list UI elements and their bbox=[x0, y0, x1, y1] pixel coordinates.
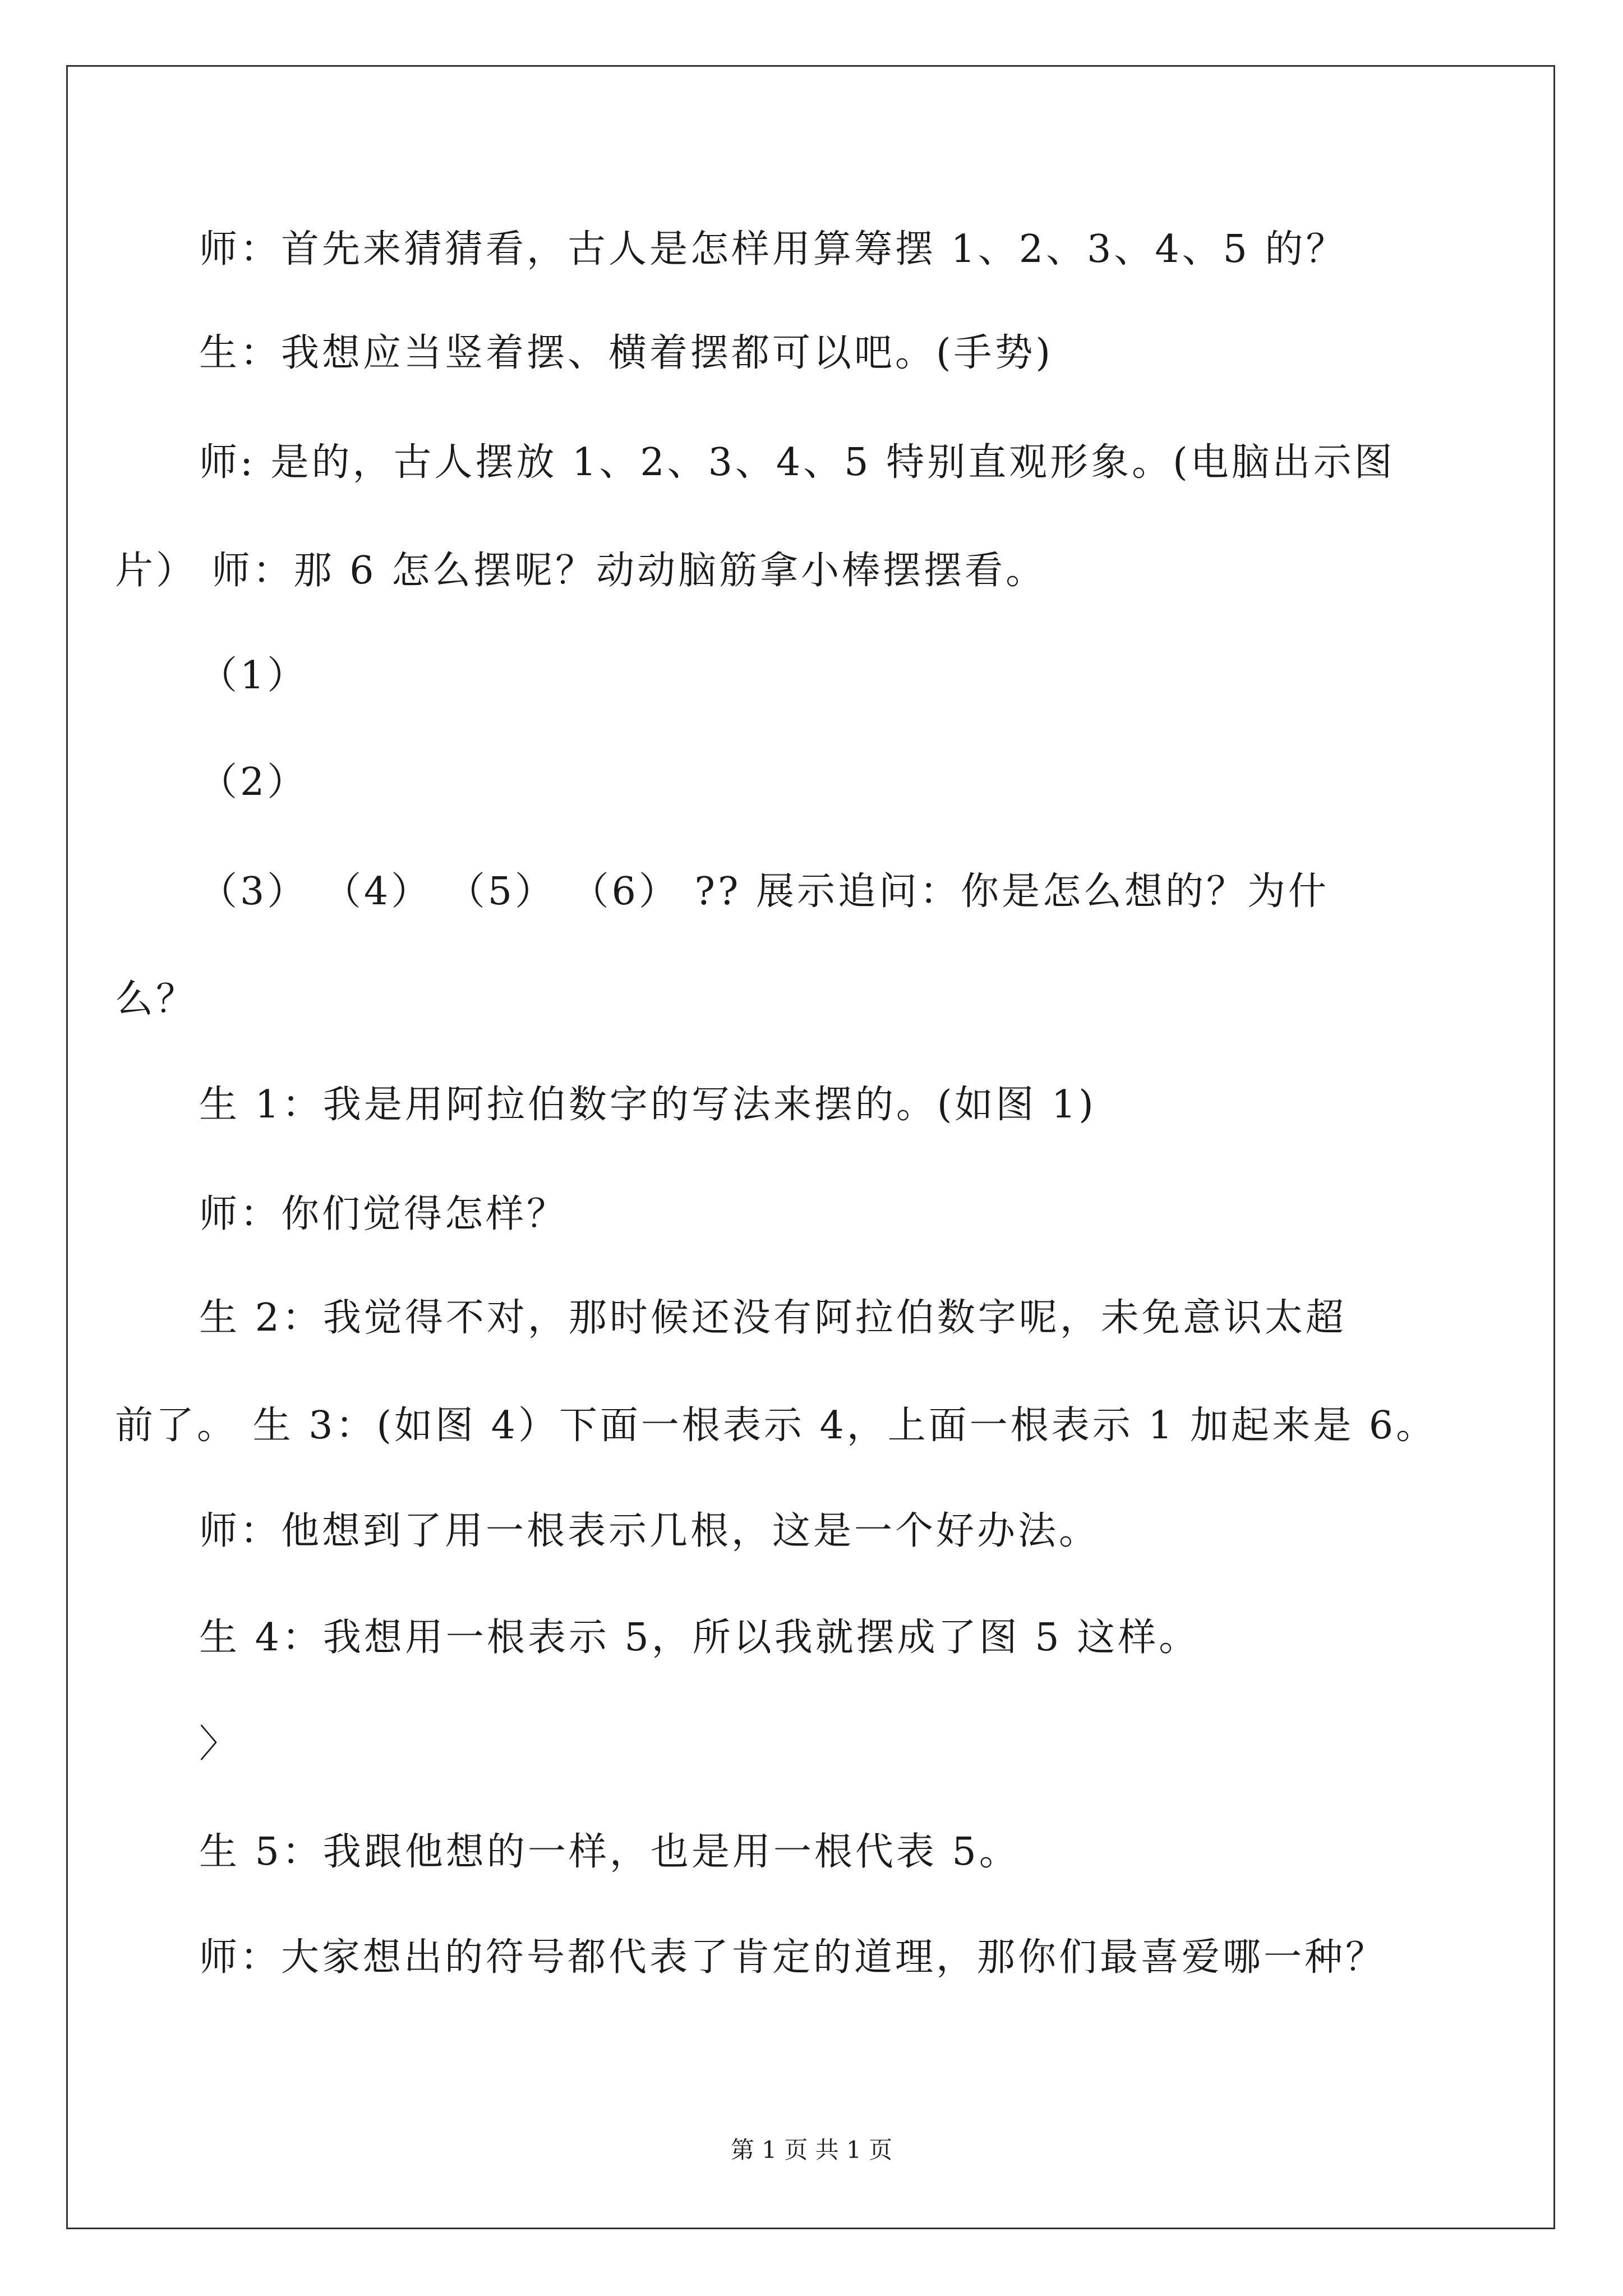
paragraph-line: 生 1：我是用阿拉伯数字的写法来摆的。(如图 1) bbox=[199, 1083, 1096, 1127]
page-border bbox=[66, 65, 1555, 2229]
paragraph-line: 师：首先来猜猜看，古人是怎样用算筹摆 1、2、3、4、5 的？ bbox=[199, 227, 1347, 272]
paragraph-line: 片） 师：那 6 怎么摆呢？动动脑筋拿小棒摆摆看。 bbox=[115, 549, 1047, 593]
paragraph-line: 前了。 生 3：(如图 4）下面一根表示 4，上面一根表示 1 加起来是 6。 bbox=[115, 1404, 1437, 1448]
page-footer: 第 1 页 共 1 页 bbox=[730, 2136, 893, 2164]
paragraph-line: 〉 bbox=[199, 1722, 241, 1766]
paragraph-line: （2） bbox=[199, 760, 308, 804]
paragraph-line: 师：你们觉得怎样？ bbox=[199, 1192, 568, 1236]
paragraph-line: 师: 是的，古人摆放 1、2、3、4、5 特别直观形象。(电脑出示图 bbox=[199, 440, 1395, 485]
paragraph-line: （3） （4） （5） （6） ?? 展示追问：你是怎么想的？为什 bbox=[199, 869, 1330, 914]
paragraph-line: 师：大家想出的符号都代表了肯定的道理，那你们最喜爱哪一种？ bbox=[199, 1935, 1387, 1980]
paragraph-line: （1） bbox=[199, 654, 308, 698]
paragraph-line: 生 4：我想用一根表示 5，所以我就摆成了图 5 这样。 bbox=[199, 1616, 1200, 1660]
paragraph-line: 生：我想应当竖着摆、横着摆都可以吧。(手势) bbox=[199, 331, 1054, 375]
paragraph-line: 生 2：我觉得不对，那时候还没有阿拉伯数字呢，未免意识太超 bbox=[199, 1296, 1347, 1340]
paragraph-line: 么？ bbox=[115, 977, 197, 1022]
paragraph-line: 生 5：我跟他想的一样，也是用一根代表 5。 bbox=[199, 1830, 1020, 1874]
paragraph-line: 师：他想到了用一根表示几根，这是一个好办法。 bbox=[199, 1509, 1100, 1553]
